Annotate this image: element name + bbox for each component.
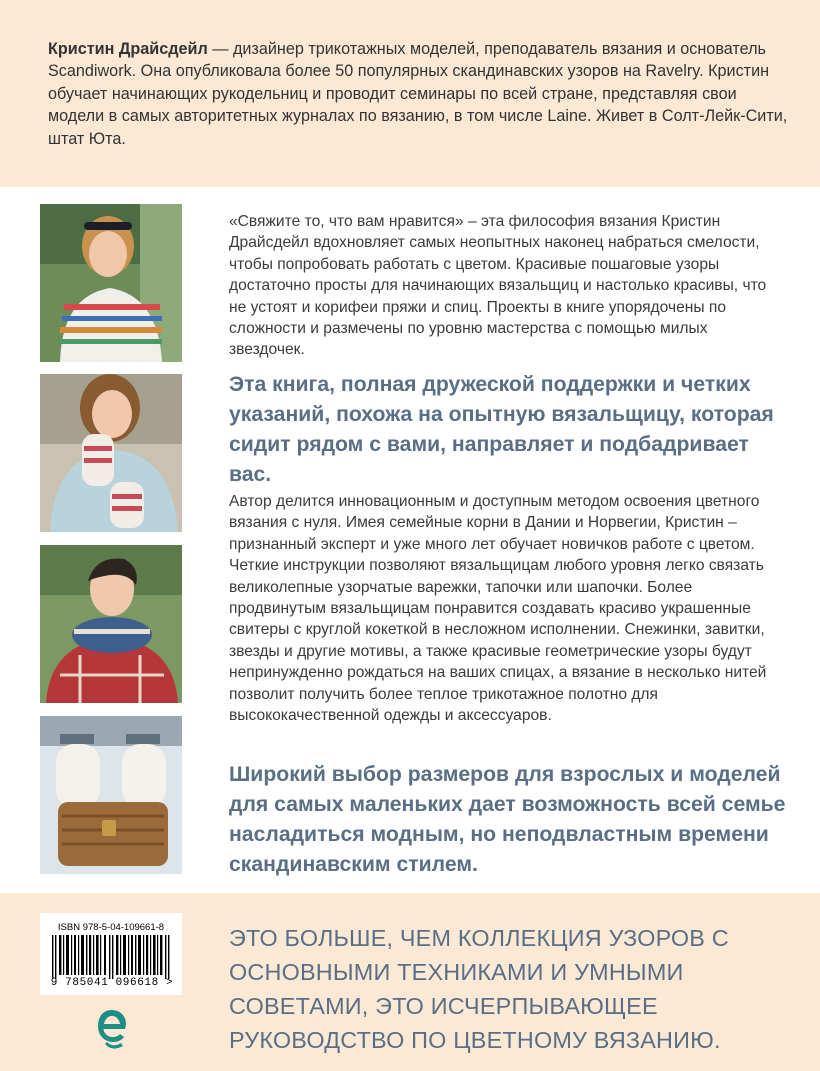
author-bio xyxy=(48,38,788,150)
barcode-digits: 9 785041 096618 > xyxy=(50,977,174,989)
author-name: Кристин Драйсдейл xyxy=(48,40,208,58)
main-paragraph: Автор делится инновационным и доступным методом освоения цветного вязания с нуля. Имея семейные корни в Дании и Норвегии, Кристин – признанный эксперт и уже много лет обучает новичков работе с цветом. Четкие инструкции позволяют вязальщицам любого уровня легко связать великолепные узорчатые варежки, тапочки или шапочки. Более продвинутым вязальщицам понравится создавать красиво украшенные свитеры с круглой кокеткой в несложном исполнении. Снежинки, завитки, звезды и другие мотивы, а также красивые геометрические узоры будут непринужденно рождаться на ваших спицах, а вязание в несколько нитей позволит получить более теплое трикотажное полотно для высококачественной одежды и аксессуаров. xyxy=(229,493,767,725)
photo-woman-mittens xyxy=(40,374,182,532)
tagline: ЭТО БОЛЬШЕ, ЧЕМ КОЛЛЕКЦИЯ УЗОРОВ С ОСНОВНЫМИ ТЕХНИКАМИ И УМНЫМИ СОВЕТАМИ, ЭТО ИСЧЕРПЫВАЮЩЕЕ РУКОВОДСТВО ПО ЦВЕТНОМУ ВЯЗАНИЮ. xyxy=(229,925,729,1053)
author-bio-text: — дизайнер трикотажных моделей, преподаватель вязания и основатель Scandiwork. Она опубликовала более 50 популярных скандинавских узоров на Ravelry. Кристин обучает начинающих рукодельниц и проводит семинары по всей стране, представляя свои модели в самых авторитетных журналах по вязанию, в том числе Laine. Живет в Солт-Лейк-Сити, штат Юта. xyxy=(48,40,788,148)
publisher-logo-icon xyxy=(97,1008,127,1052)
photo-mittens-basket xyxy=(40,716,182,874)
pull-quote-support: Эта книга, полная дружеской поддержки и четких указаний, похожа на опытную вязальщицу, которая сидит рядом с вами, направляет и подбадривает вас. xyxy=(229,373,774,486)
barcode-bars xyxy=(50,935,174,979)
intro-paragraph: «Свяжите то, что вам нравится» – эта философия вязания Кристин Драйсдейл вдохновляет самых неопытных наконец набраться смелости, чтобы попробовать работать с цветом. Красивые пошаговые узоры достаточно просты для начинающих вязальщиц и настолько красивы, что не устоят и корифеи пряжи и спиц. Проекты в книге упорядочены по сложности и размечены по уровню мастерства с помощью милых звездочек. xyxy=(229,213,767,359)
isbn-barcode xyxy=(40,913,182,995)
photo-man-scarf xyxy=(40,545,182,703)
pull-quote-sizes: Широкий выбор размеров для взрослых и моделей для самых маленьких дает возможность всей семье насладиться модным, но неподвластным времени скандинавским стилем. xyxy=(229,763,786,876)
photo-woman-sweater xyxy=(40,204,182,362)
isbn-label: ISBN 978-5-04-109661-8 xyxy=(57,922,165,933)
